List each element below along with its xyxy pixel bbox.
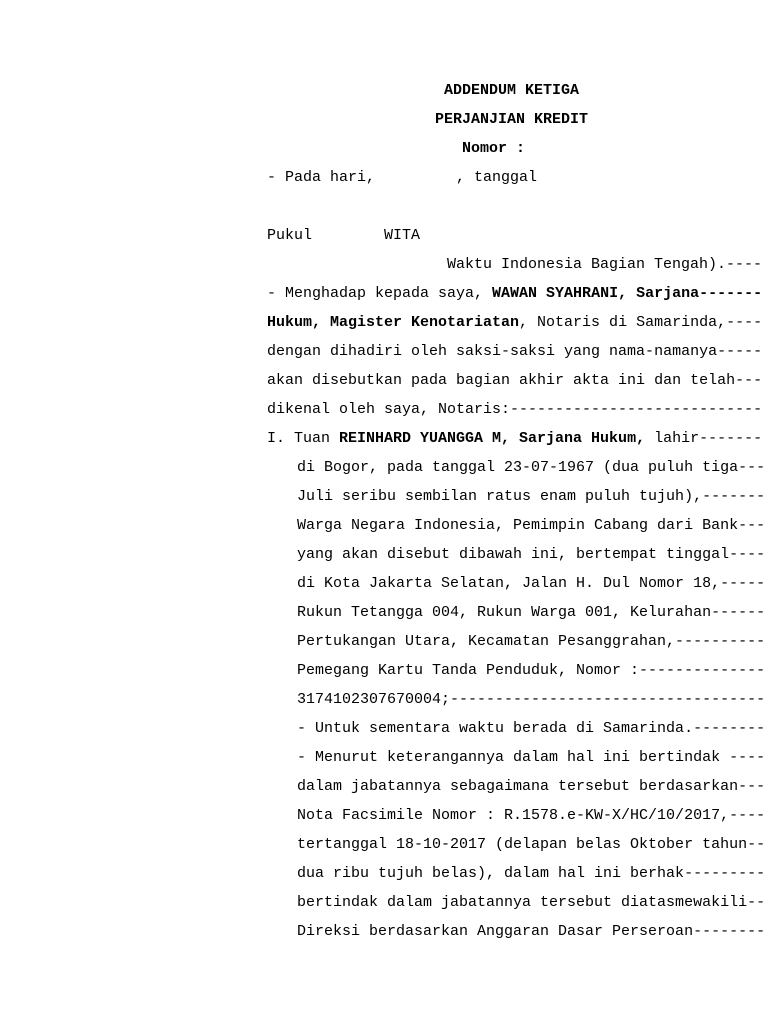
party-line: Warga Negara Indonesia, Pemimpin Cabang dari Bank---: [297, 517, 766, 534]
party-line: Nota Facsimile Nomor : R.1578.e-KW-X/HC/10/2017,----: [297, 807, 766, 824]
appearance-line-4: akan disebutkan pada bagian akhir akta ini dan telah---: [267, 372, 763, 389]
party-line: Pertukangan Utara, Kecamatan Pesanggrahan,----------: [297, 633, 766, 650]
party-line: di Kota Jakarta Selatan, Jalan H. Dul Nomor 18,-----: [297, 575, 766, 592]
party-born: lahir-------: [645, 430, 763, 447]
party-line: Direksi berdasarkan Anggaran Dasar Perseroan--------: [297, 923, 766, 940]
document-title: ADDENDUM KETIGA: [444, 82, 580, 99]
appearance-line-1: [267, 285, 762, 303]
day-date-line: - Pada hari, , tanggal: [267, 169, 538, 186]
appearance-line-2: [267, 314, 762, 332]
party-line: dalam jabatannya sebagaimana tersebut berdasarkan---: [297, 778, 766, 795]
party-line: - Untuk sementara waktu berada di Samarinda.--------: [297, 720, 766, 737]
party-line: tertanggal 18-10-2017 (delapan belas Oktober tahun--: [297, 836, 766, 853]
party-line: 3174102307670004;-----------------------------------: [297, 691, 766, 708]
document-number-label: Nomor :: [462, 140, 526, 157]
appearance-line-3: dengan dihadiri oleh saksi-saksi yang nama-namanya-----: [267, 343, 763, 360]
notary-location: , Notaris di Samarinda,----: [519, 314, 763, 331]
party-name: REINHARD YUANGGA M, Sarjana Hukum,: [339, 430, 646, 447]
document-subtitle: PERJANJIAN KREDIT: [435, 111, 589, 128]
party-line: di Bogor, pada tanggal 23-07-1967 (dua puluh tiga---: [297, 459, 766, 476]
party-line: bertindak dalam jabatannya tersebut diatasmewakili--: [297, 894, 766, 911]
party-line-1: [267, 430, 762, 448]
time-line: Pukul WITA: [267, 227, 421, 244]
party-line: - Menurut keterangannya dalam hal ini bertindak ----: [297, 749, 766, 766]
party-line: yang akan disebut dibawah ini, bertempat tinggal----: [297, 546, 766, 563]
appearance-line-5: dikenal oleh saya, Notaris:----------------------------: [267, 401, 763, 418]
timezone-line: Waktu Indonesia Bagian Tengah).----: [447, 256, 763, 273]
party-line: dua ribu tujuh belas), dalam hal ini berhak---------: [297, 865, 766, 882]
party-prefix: I. Tuan: [267, 430, 340, 447]
notary-name: WAWAN SYAHRANI, Sarjana-------: [492, 285, 763, 302]
party-line: Pemegang Kartu Tanda Penduduk, Nomor :--------------: [297, 662, 766, 679]
party-line: Rukun Tetangga 004, Rukun Warga 001, Kelurahan------: [297, 604, 766, 621]
appearance-intro: - Menghadap kepada saya,: [267, 285, 493, 302]
party-line: Juli seribu sembilan ratus enam puluh tujuh),-------: [297, 488, 766, 505]
notary-degree: Hukum, Magister Kenotariatan: [267, 314, 520, 331]
